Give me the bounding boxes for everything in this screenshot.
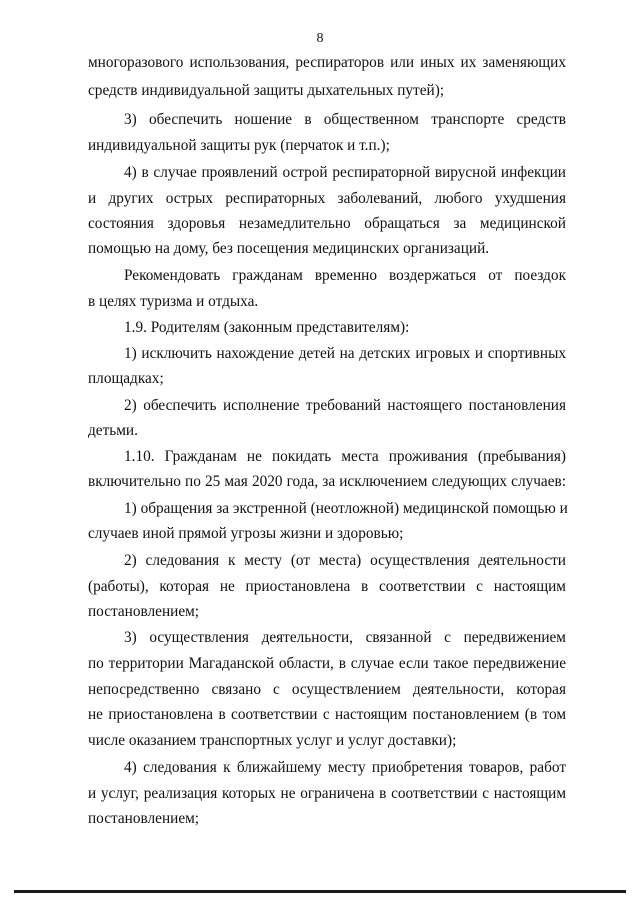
text-line: площадках; [88, 370, 164, 387]
text-line: 2) обеспечить исполнение требований настоящего постановления [124, 397, 566, 414]
text-line: и других острых респираторных заболеваний, любого ухудшения [88, 190, 566, 207]
text-line: средств индивидуальной защиты дыхательных путей); [88, 82, 445, 99]
text-line: 4) в случае проявлений острой респираторной вирусной инфекции [124, 164, 566, 181]
text-line: по территории Магаданской области, в случае если такое передвижение [88, 655, 566, 672]
text-line: включительно по 25 мая 2020 года, за исключением следующих случаев: [88, 473, 566, 490]
text-line: и услуг, реализация которых не ограничена в соответствии с настоящим [88, 785, 566, 802]
text-line: постановлением; [88, 810, 200, 827]
page-bottom-rule [14, 890, 626, 893]
text-line: 4) следования к ближайшему месту приобретения товаров, работ [124, 759, 566, 776]
text-line: числе оказанием транспортных услуг и услуг доставки); [88, 732, 457, 749]
text-line: 1) исключить нахождение детей на детских игровых и спортивных [124, 345, 566, 362]
text-line: не приостановлена в соответствии с настоящим постановлением (в том [88, 706, 566, 723]
text-line: непосредственно связано с осуществлением деятельности, которая [88, 681, 566, 698]
text-line: состояния здоровья незамедлительно обращаться за медицинской [88, 215, 566, 232]
text-line: (работы), которая не приостановлена в соответствии с настоящим [88, 578, 566, 595]
page-number: 8 [316, 31, 324, 46]
text-line: индивидуальной защиты рук (перчаток и т.п.); [88, 137, 390, 154]
text-line: помощью на дому, без посещения медицинских организаций. [88, 240, 490, 257]
text-line: случаев иной прямой угрозы жизни и здоровью; [88, 525, 404, 542]
text-line: 3) осуществления деятельности, связанной с передвижением [124, 629, 566, 646]
text-line: 2) следования к месту (от места) осуществления деятельности [124, 552, 566, 569]
text-line: многоразового использования, респираторов или иных их заменяющих [88, 54, 566, 71]
text-line: детьми. [88, 422, 138, 439]
section-heading: 1.10. Гражданам не покидать места проживания (пребывания) [124, 448, 566, 465]
text-line: в целях туризма и отдыха. [88, 293, 259, 310]
text-line: постановлением; [88, 603, 200, 620]
text-line: 3) обеспечить ношение в общественном транспорте средств [124, 111, 566, 128]
section-heading: 1.9. Родителям (законным представителям): [124, 319, 410, 336]
text-line: 1) обращения за экстренной (неотложной) медицинской помощью и [124, 500, 568, 517]
text-line: Рекомендовать гражданам временно воздержаться от поездок [124, 267, 566, 284]
